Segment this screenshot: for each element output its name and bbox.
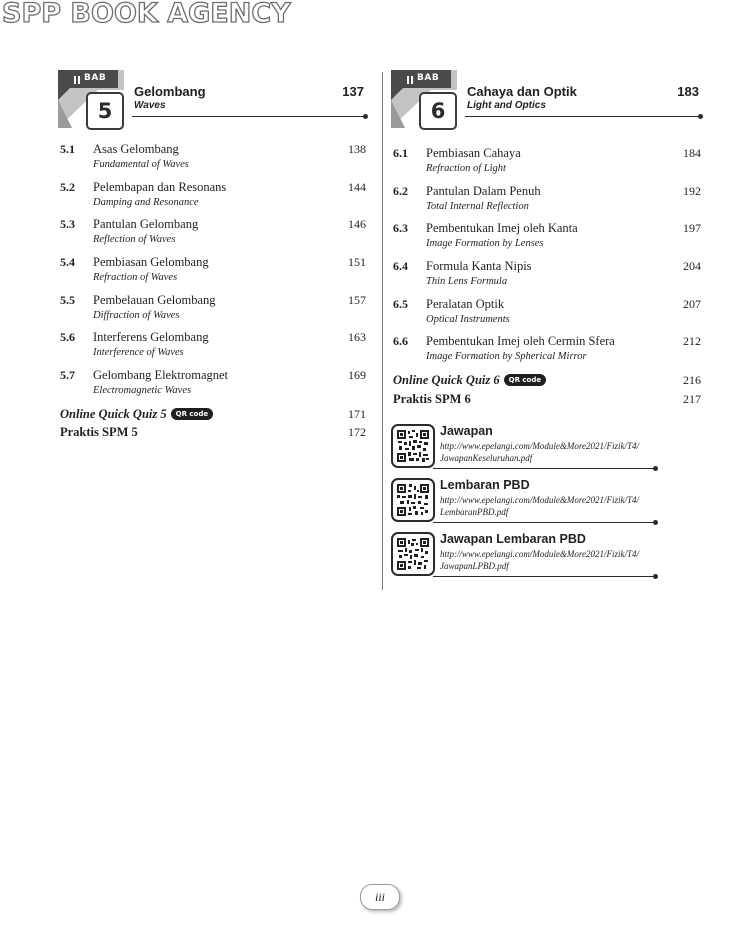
watermark: SPP BOOK AGENCY (2, 0, 291, 29)
rule-dot (653, 574, 658, 579)
entry-number: 6.3 (393, 221, 408, 236)
column-divider (382, 72, 383, 590)
toc-entries (58, 142, 368, 406)
entry-subtitle: Interference of Waves (93, 347, 184, 359)
entry-title: Pelembapan dan Resonans (93, 179, 227, 194)
entry-number: 5.4 (60, 255, 75, 270)
resource-item[interactable] (391, 532, 703, 586)
toc-entries (391, 146, 703, 372)
toc-entry[interactable] (58, 217, 368, 255)
entry-page: 212 (683, 334, 701, 349)
entry-subtitle: Refraction of Light (426, 163, 506, 174)
entry-title: Pembiasan Cahaya (426, 146, 521, 160)
entry-page: 151 (348, 255, 366, 270)
toc-entry[interactable] (391, 146, 703, 184)
entry-page: 197 (683, 221, 701, 236)
entry-number: 5.7 (60, 368, 75, 383)
entry-number: 5.3 (60, 217, 75, 232)
entry-number: 6.5 (393, 296, 408, 311)
praktis-label: Praktis SPM 6 (393, 391, 471, 406)
entry-title: Pembiasan Gelombang (93, 255, 209, 270)
rule-dot (653, 520, 658, 525)
entry-number: 6.6 (393, 334, 408, 349)
praktis-page: 217 (683, 391, 701, 406)
chapter-page: 183 (677, 84, 699, 99)
page-number: iii (360, 884, 400, 910)
bab-label: BAB (417, 73, 440, 83)
bab-label: BAB (84, 73, 107, 83)
qr-code-badge[interactable]: QR code (171, 408, 214, 420)
entry-subtitle: Refraction of Waves (93, 272, 178, 284)
chapter-number: 6 (419, 92, 457, 130)
entry-subtitle: Damping and Resonance (93, 196, 199, 208)
resource-list (391, 424, 703, 586)
entry-page: 207 (683, 296, 701, 311)
entry-subtitle: Fundamental of Waves (93, 159, 189, 170)
resource-rule (433, 576, 655, 577)
resource-title: Jawapan Lembaran PBD (440, 532, 586, 547)
entry-title: Gelombang Elektromagnet (93, 368, 229, 383)
entry-number: 6.2 (393, 183, 408, 198)
resource-item[interactable] (391, 424, 703, 478)
resource-item[interactable] (391, 478, 703, 532)
entry-number: 5.6 (60, 330, 75, 345)
entry-number: 5.1 (60, 142, 75, 156)
entry-page: 144 (348, 179, 366, 194)
toc-entry[interactable] (58, 142, 368, 180)
toc-entry[interactable] (58, 180, 368, 218)
toc-entry[interactable] (391, 259, 703, 297)
quiz-page: 216 (683, 373, 701, 388)
entry-title: Asas Gelombang (93, 142, 179, 156)
praktis-entry[interactable] (58, 425, 368, 444)
resource-title: Lembaran PBD (440, 478, 530, 493)
entry-title: Peralatan Optik (426, 296, 505, 311)
entry-title: Pantulan Dalam Penuh (426, 183, 541, 198)
entry-subtitle: Reflection of Waves (93, 234, 176, 246)
resource-title: Jawapan (440, 424, 493, 439)
toc-entry[interactable] (391, 297, 703, 335)
entry-subtitle: Thin Lens Formula (426, 276, 508, 288)
entry-page: 184 (683, 146, 701, 160)
chapter-number: 5 (86, 92, 124, 130)
entry-title: Pembentukan Imej oleh Kanta (426, 221, 578, 236)
entry-page: 169 (348, 368, 366, 383)
entry-subtitle: Image Formation by Lenses (426, 238, 544, 250)
resource-url[interactable]: http://www.epelangi.com/Module&More2021/Fizik/T4/ JawapanKeseluruhan.pdf (440, 441, 639, 464)
praktis-label: Praktis SPM 5 (60, 425, 138, 440)
entry-subtitle: Diffraction of Waves (93, 309, 180, 321)
entry-number: 5.5 (60, 292, 75, 307)
resource-rule (433, 468, 655, 469)
toc-entry[interactable] (391, 221, 703, 259)
chapter-title[interactable]: Gelombang (134, 84, 206, 99)
rule-dot (698, 114, 703, 119)
toc-entry[interactable] (58, 330, 368, 368)
entry-number: 6.1 (393, 146, 408, 160)
entry-page: 157 (348, 292, 366, 307)
entry-subtitle: Image Formation by Spherical Mirror (426, 351, 587, 363)
praktis-page: 172 (348, 425, 366, 440)
resource-url[interactable]: http://www.epelangi.com/Module&More2021/Fizik/T4/ LembaranPBD.pdf (440, 495, 639, 518)
resource-url[interactable]: http://www.epelangi.com/Module&More2021/Fizik/T4/ JawapanLPBD.pdf (440, 549, 639, 572)
rule-dot (363, 114, 368, 119)
qr-code-icon[interactable] (391, 532, 435, 576)
entry-title: Pantulan Gelombang (93, 217, 199, 232)
chapter-title[interactable]: Cahaya dan Optik (467, 84, 577, 99)
entry-title: Formula Kanta Nipis (426, 259, 532, 274)
chapter-rule (465, 116, 701, 117)
toc-entry[interactable] (391, 184, 703, 222)
online-quiz-entry[interactable] (58, 407, 368, 426)
chapter-5-section (58, 70, 368, 444)
entry-page: 204 (683, 259, 701, 274)
entry-number: 6.4 (393, 259, 408, 274)
toc-entry[interactable] (58, 368, 368, 406)
qr-code-icon[interactable] (391, 424, 435, 468)
quiz-label: Online Quick Quiz 5 QR code (60, 407, 213, 422)
page-number-badge (360, 884, 400, 910)
toc-entry[interactable] (58, 293, 368, 331)
chapter-header (391, 70, 703, 130)
qr-code-icon[interactable] (391, 478, 435, 522)
chapter-page: 137 (342, 84, 364, 99)
entry-subtitle: Electromagnetic Waves (93, 385, 192, 397)
entry-title: Pembentukan Imej oleh Cermin Sfera (426, 334, 615, 349)
quiz-page: 171 (348, 406, 366, 421)
entry-page: 192 (683, 183, 701, 198)
praktis-entry[interactable] (391, 392, 703, 411)
chapter-rule (132, 116, 366, 117)
entry-page: 138 (348, 142, 366, 156)
rule-dot (653, 466, 658, 471)
toc-entry[interactable] (58, 255, 368, 293)
chapter-subtitle: Light and Optics (467, 100, 546, 111)
toc-entry[interactable] (391, 334, 703, 372)
entry-subtitle: Total Internal Reflection (426, 200, 529, 212)
entry-page: 163 (348, 330, 366, 345)
chapter-subtitle: Waves (134, 100, 166, 111)
entry-title: Interferens Gelombang (93, 330, 209, 345)
entry-number: 5.2 (60, 179, 75, 194)
quiz-label: Online Quick Quiz 6 QR code (393, 373, 546, 388)
entry-title: Pembelauan Gelombang (93, 292, 216, 307)
entry-subtitle: Optical Instruments (426, 313, 510, 325)
online-quiz-entry[interactable] (391, 373, 703, 392)
resource-rule (433, 522, 655, 523)
qr-code-badge[interactable]: QR code (504, 374, 547, 386)
chapter-header (58, 70, 368, 130)
entry-page: 146 (348, 217, 366, 232)
chapter-6-section (391, 70, 703, 586)
